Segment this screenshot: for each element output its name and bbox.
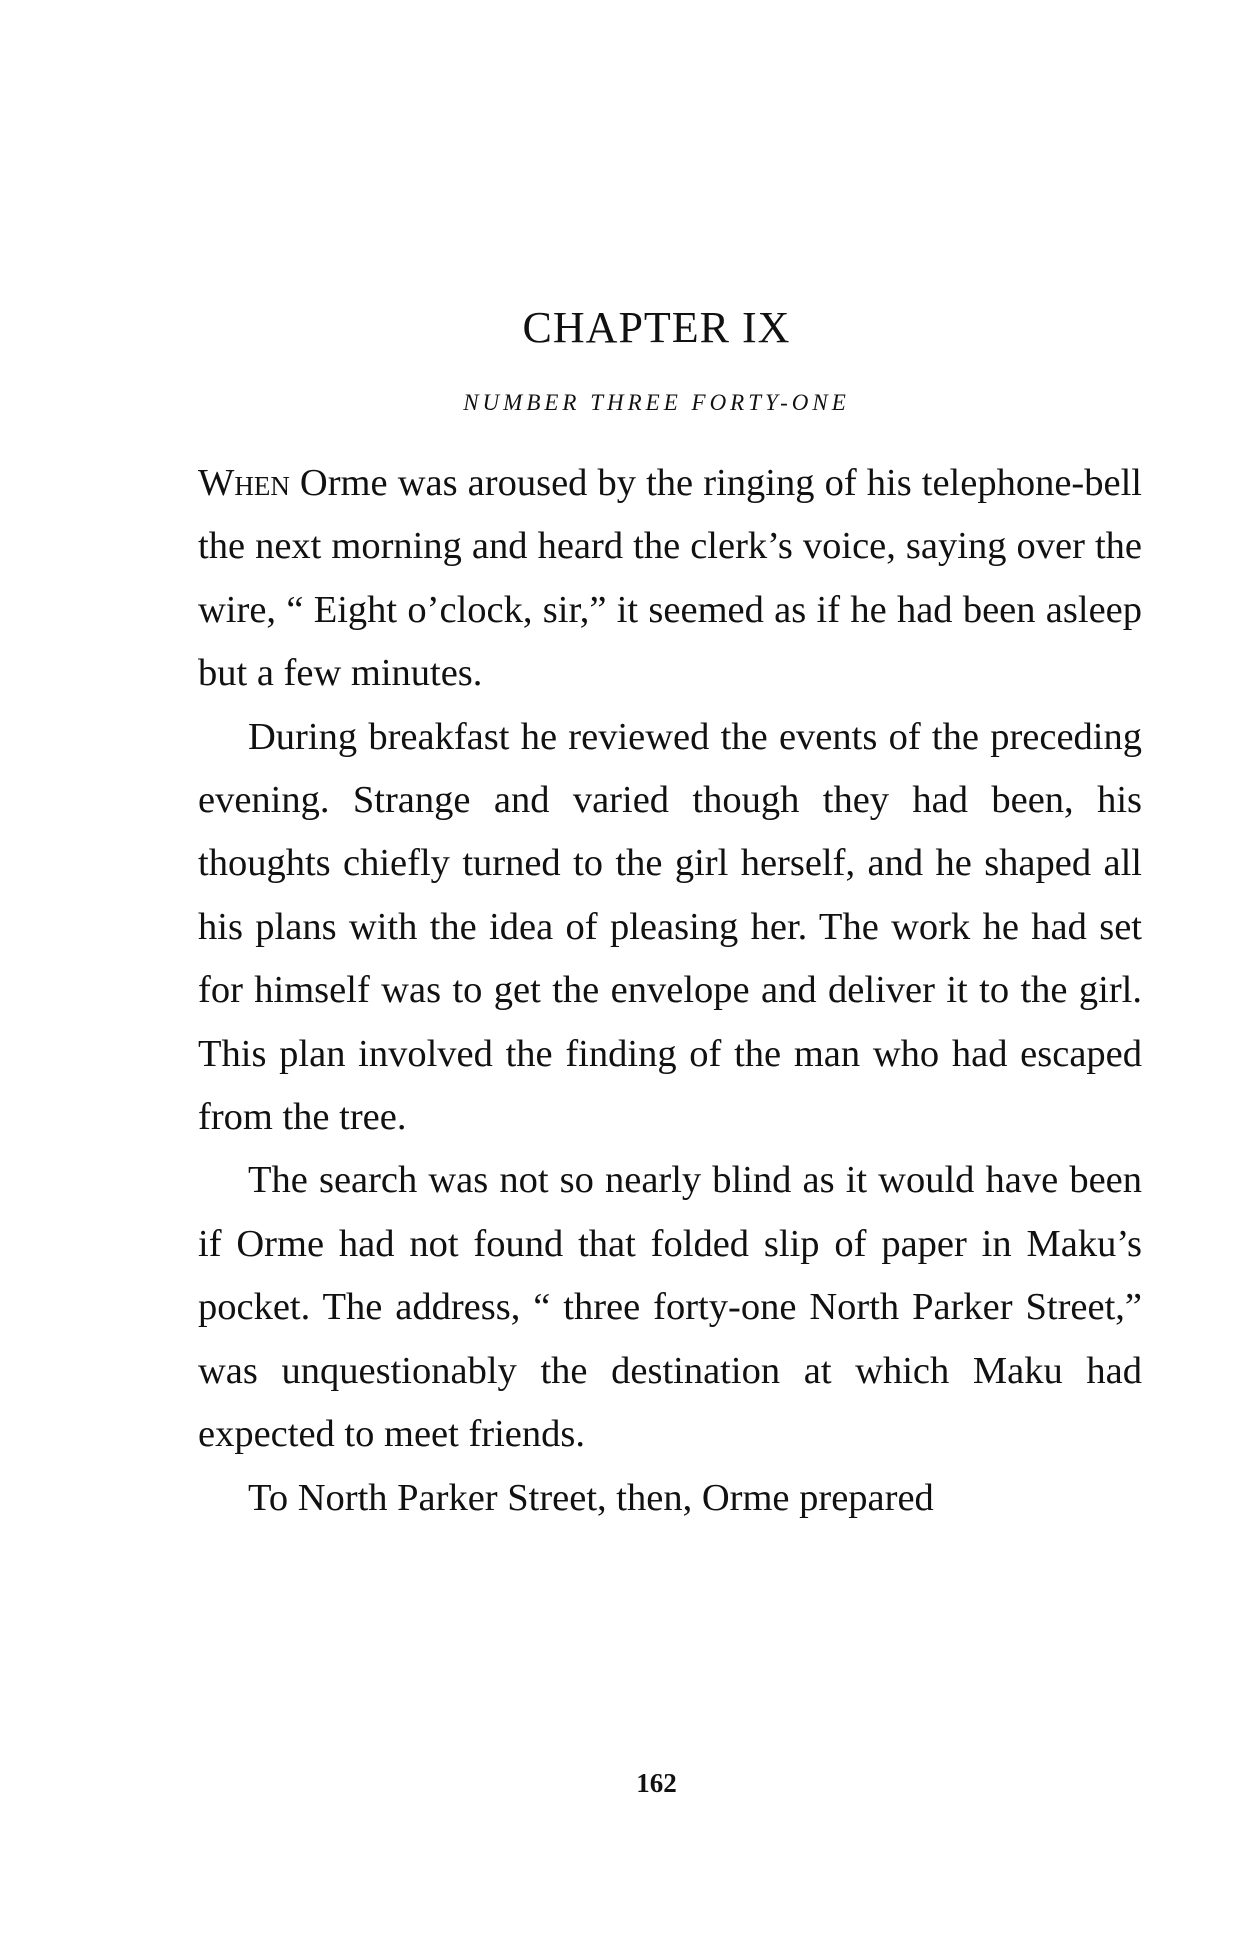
paragraph (198, 452, 1142, 706)
paragraph: The search was not so nearly blind as it would have been if Orme had not found that folded slip of paper in Maku’s pocket. The address, “ three forty-one North Parker Street,” was unquestionably the destination at which Maku had expected to meet friends. (198, 1159, 1142, 1456)
paragraph-text: Orme was aroused by the ringing of his telephone-bell the next morning and heard the clerk’s voice, saying over the wire, “ Eight o’clock, sir,” it seemed as if he had been asleep but a few minutes. (198, 462, 1142, 695)
chapter-title: CHAPTER IX (522, 303, 791, 352)
paragraph: During breakfast he reviewed the events of the preceding evening. Strange and varied though they had been, his thoughts chiefly turned to the girl herself, and he shaped all his plans with the idea of pleasing her. The work he had set for himself was to get the envelope and deliver it to the girl. This plan involved the finding of the man who had escaped from the tree. (198, 715, 1142, 1139)
paragraph: To North Parker Street, then, Orme prepared (248, 1476, 934, 1519)
page-number: 162 (636, 1768, 677, 1798)
paragraph-lead-word: When (198, 462, 290, 504)
body-text (198, 452, 1142, 1530)
chapter-subtitle: NUMBER THREE FORTY-ONE (463, 390, 850, 415)
